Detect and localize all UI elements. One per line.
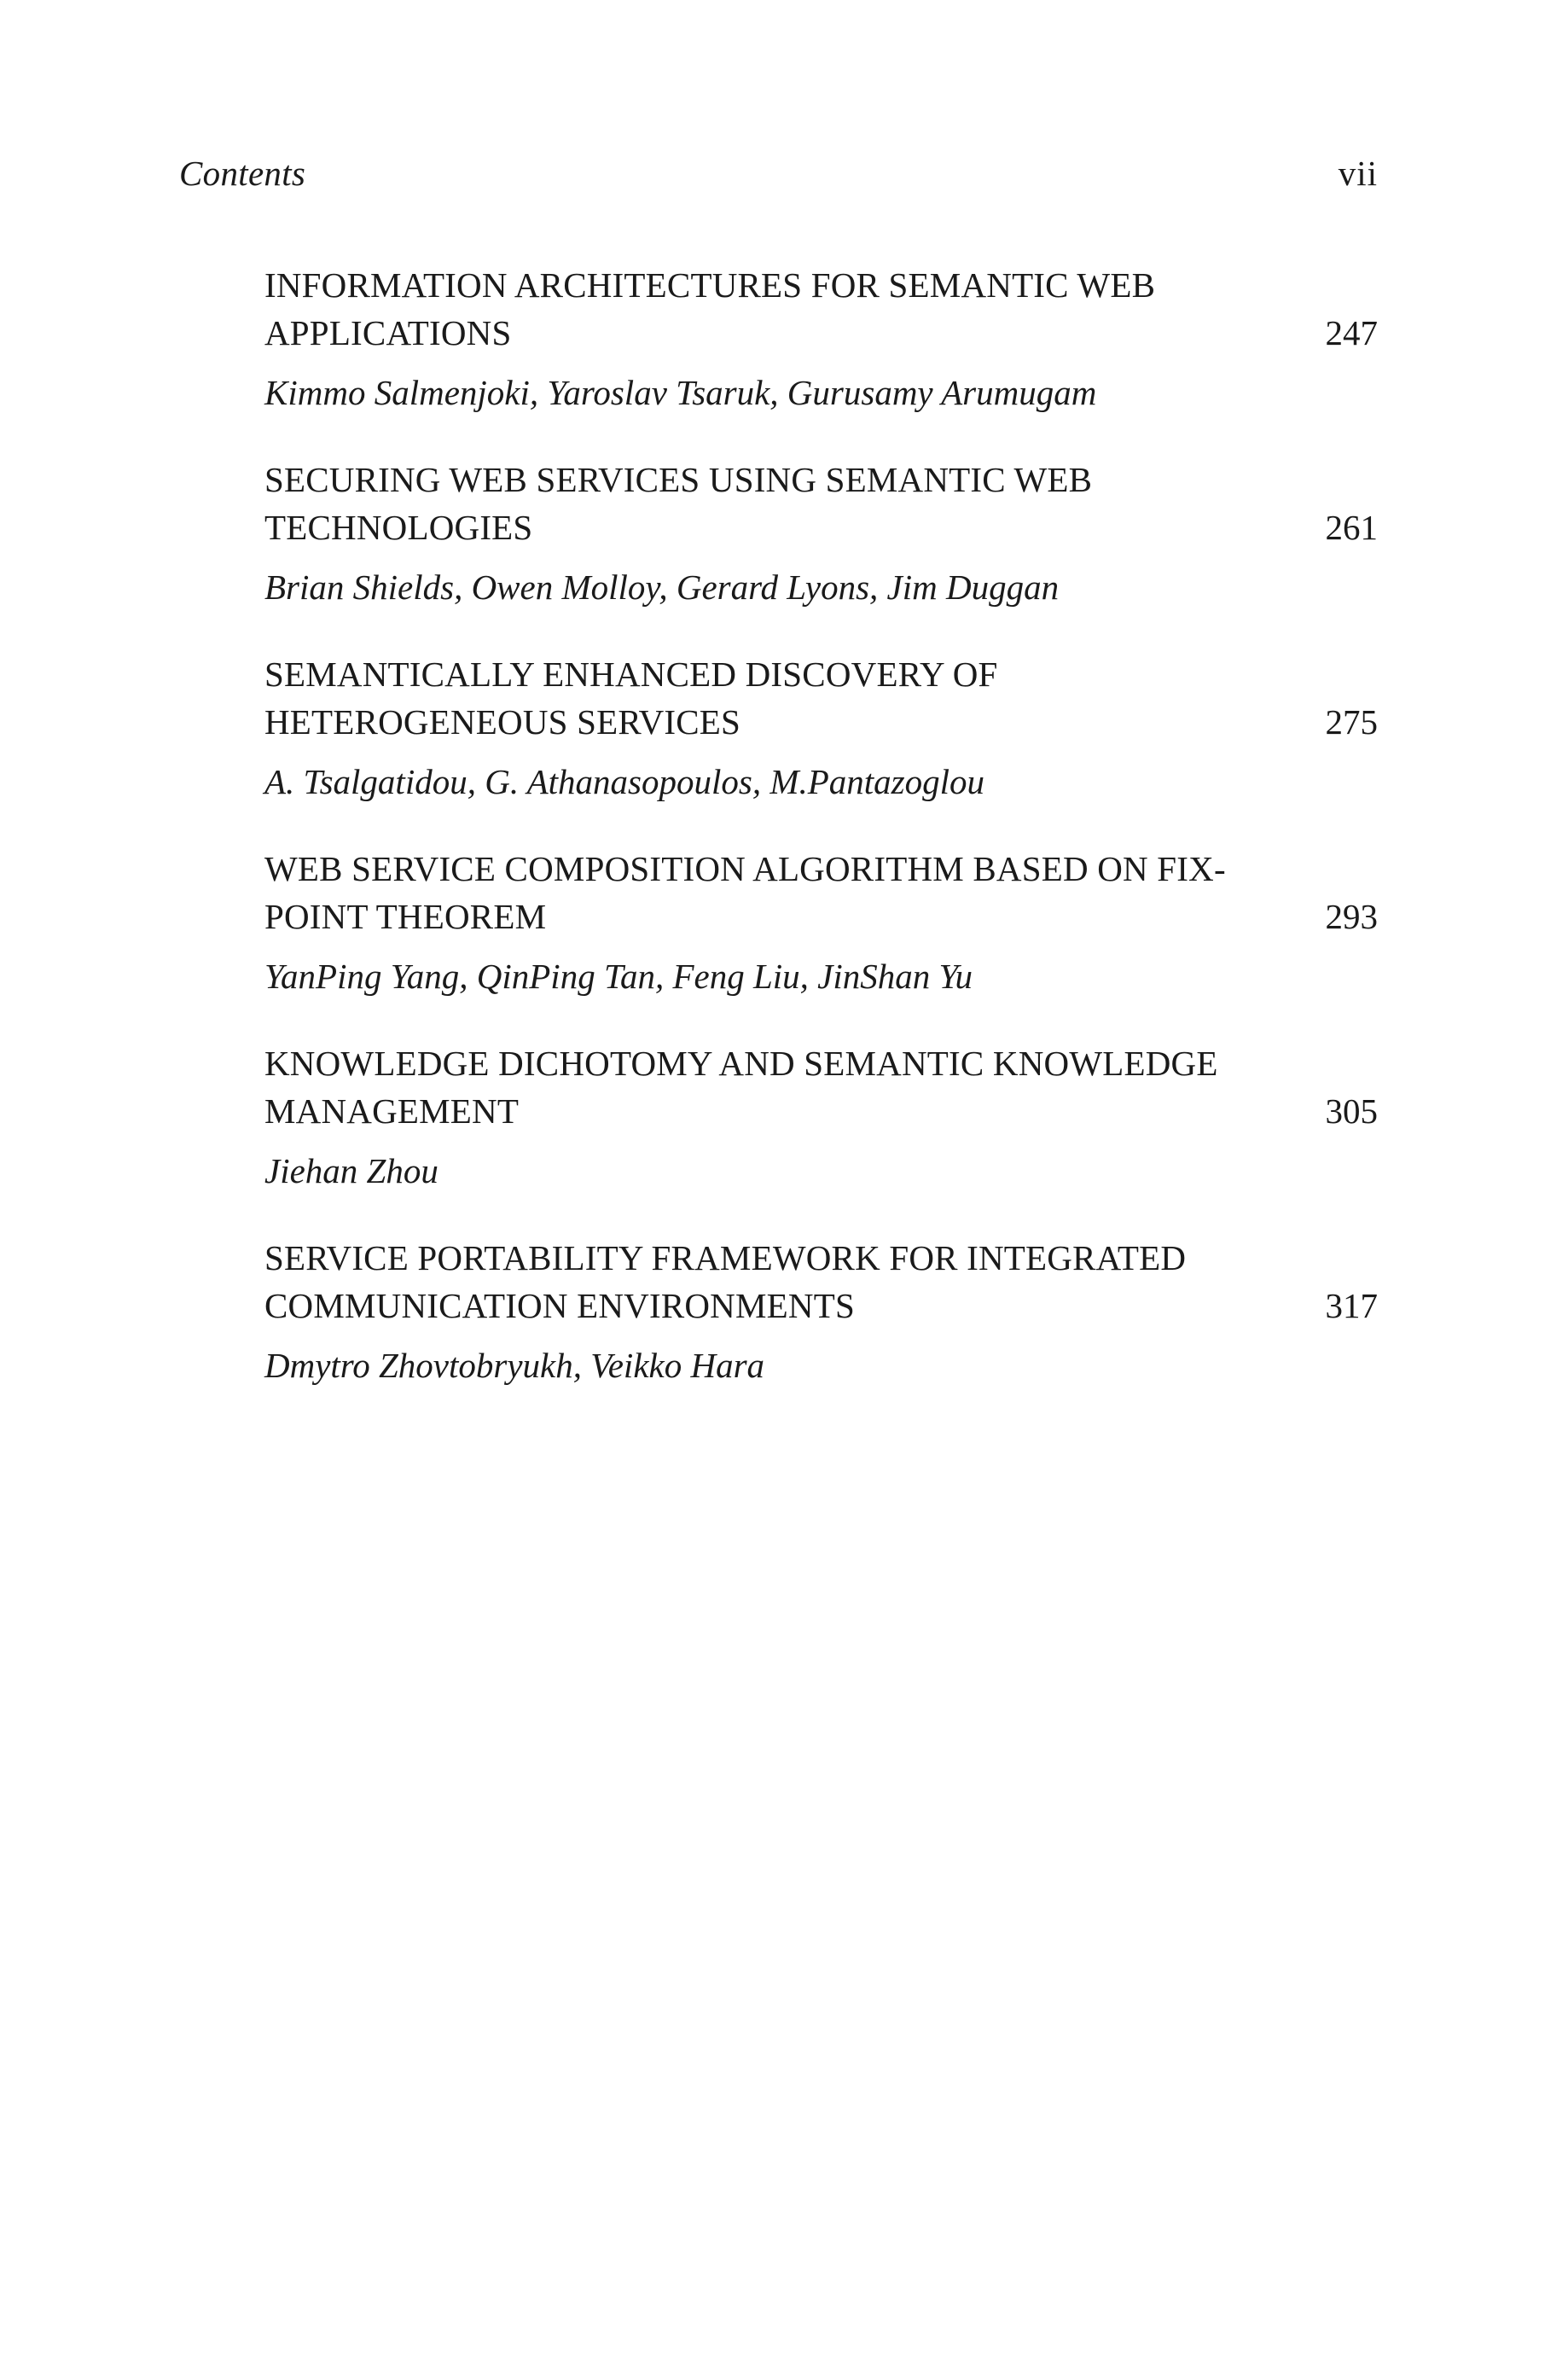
toc-entry <box>264 650 1378 845</box>
entry-page-number: 261 <box>1325 508 1378 547</box>
entry-authors: A. Tsalgatidou, G. Athanasopoulos, M.Pantazoglou <box>264 762 985 801</box>
page-number: vii <box>1338 154 1378 193</box>
entry-authors: Brian Shields, Owen Molloy, Gerard Lyons, Jim Duggan <box>264 567 1060 607</box>
entry-title-line: HETEROGENEOUS SERVICES <box>264 702 741 742</box>
entry-title-line: INFORMATION ARCHITECTURES FOR SEMANTIC WEB <box>264 265 1156 305</box>
toc-entry <box>264 845 1378 1039</box>
entry-page-number: 275 <box>1325 702 1378 742</box>
entry-title-line: SEMANTICALLY ENHANCED DISCOVERY OF <box>264 655 998 694</box>
toc-entry <box>264 261 1378 456</box>
entry-authors: Jiehan Zhou <box>264 1151 438 1190</box>
entry-page-number: 317 <box>1325 1286 1378 1325</box>
entry-page-number: 247 <box>1325 313 1378 352</box>
entry-title-line: APPLICATIONS <box>264 313 512 352</box>
entry-title-line: SECURING WEB SERVICES USING SEMANTIC WEB <box>264 460 1093 499</box>
entry-title-line: SERVICE PORTABILITY FRAMEWORK FOR INTEGRATED <box>264 1238 1187 1277</box>
entry-title-line: COMMUNICATION ENVIRONMENTS <box>264 1286 855 1325</box>
toc-entry <box>264 1234 1378 1428</box>
entry-title-line: MANAGEMENT <box>264 1091 520 1131</box>
entry-title-line: WEB SERVICE COMPOSITION ALGORITHM BASED ON FIX- <box>264 849 1226 888</box>
running-title: Contents <box>179 154 306 193</box>
entry-title-line: POINT THEOREM <box>264 897 547 936</box>
entry-title-line: TECHNOLOGIES <box>264 508 533 547</box>
entry-title-line: KNOWLEDGE DICHOTOMY AND SEMANTIC KNOWLEDGE <box>264 1044 1218 1083</box>
entry-authors: Kimmo Salmenjoki, Yaroslav Tsaruk, Gurusamy Arumugam <box>264 373 1097 412</box>
entry-authors: Dmytro Zhovtobryukh, Veikko Hara <box>264 1346 765 1385</box>
running-head <box>179 143 1378 203</box>
toc-entry <box>264 456 1378 650</box>
entry-page-number: 293 <box>1325 897 1378 936</box>
table-of-contents <box>264 261 1378 1428</box>
entry-page-number: 305 <box>1325 1091 1378 1131</box>
toc-entry <box>264 1039 1378 1234</box>
entry-authors: YanPing Yang, QinPing Tan, Feng Liu, JinShan Yu <box>264 957 973 996</box>
